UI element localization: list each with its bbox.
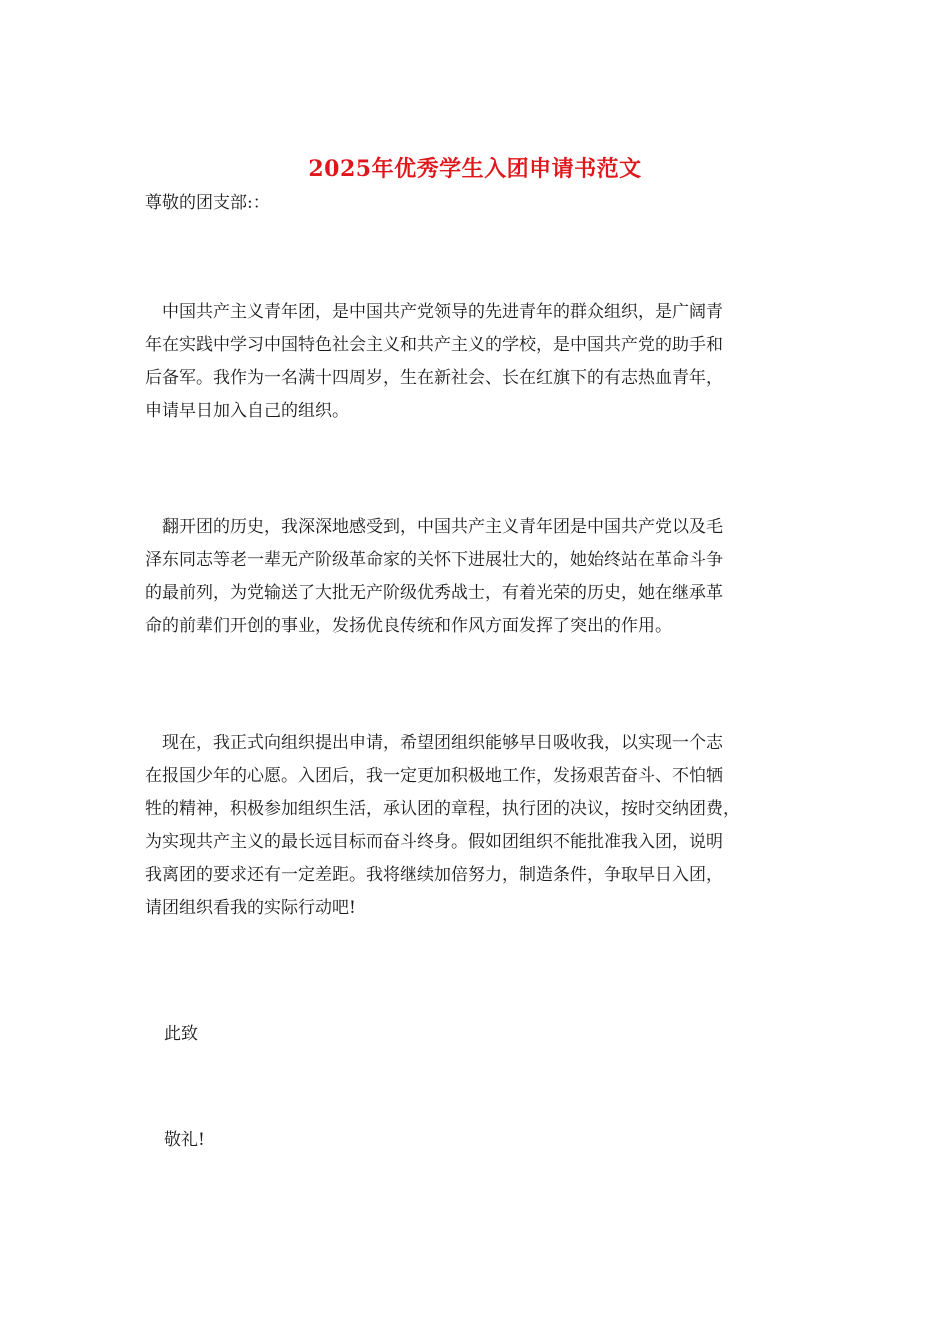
paragraph-line: 年在实践中学习中国特色社会主义和共产主义的学校，是中国共产党的助手和 [145,335,723,355]
closing-salute: 敬礼! [164,1130,205,1150]
salutation: 尊敬的团支部:： [145,193,270,213]
document-title: 2025年优秀学生入团申请书范文 [308,156,642,182]
paragraph-line: 我离团的要求还有一定差距。我将继续加倍努力，制造条件，争取早日入团， [145,865,723,885]
paragraph-2 [145,511,810,643]
paragraph-line: 命的前辈们开创的事业，发扬优良传统和作风方面发挥了突出的作用。 [145,616,672,636]
paragraph-line: 牲的精神，积极参加组织生活，承认团的章程，执行团的决议，按时交纳团费， [145,799,740,819]
paragraph-line: 为实现共产主义的最长远目标而奋斗终身。假如团组织不能批准我入团，说明 [145,832,723,852]
paragraph-line: 在报国少年的心愿。入团后，我一定更加积极地工作，发扬艰苦奋斗、不怕牺 [145,766,723,786]
paragraph-line: 申请早日加入自己的组织。 [145,401,349,421]
paragraph-line: 的最前列，为党输送了大批无产阶级优秀战士，有着光荣的历史，她在继承革 [145,583,723,603]
paragraph-line: 现在，我正式向组织提出申请，希望团组织能够早日吸收我，以实现一个志 [145,733,723,753]
paragraph-line: 翻开团的历史，我深深地感受到，中国共产主义青年团是中国共产党以及毛 [145,517,723,537]
closing-greeting: 此致 [164,1024,198,1044]
paragraph-1 [145,296,810,428]
paragraph-line: 中国共产主义青年团，是中国共产党领导的先进青年的群众组织，是广阔青 [145,302,723,322]
paragraph-line: 泽东同志等老一辈无产阶级革命家的关怀下进展壮大的，她始终站在革命斗争 [145,550,723,570]
paragraph-line: 请团组织看我的实际行动吧! [145,898,356,918]
paragraph-line: 后备军。我作为一名满十四周岁，生在新社会、长在红旗下的有志热血青年， [145,368,723,388]
paragraph-3 [145,727,810,925]
